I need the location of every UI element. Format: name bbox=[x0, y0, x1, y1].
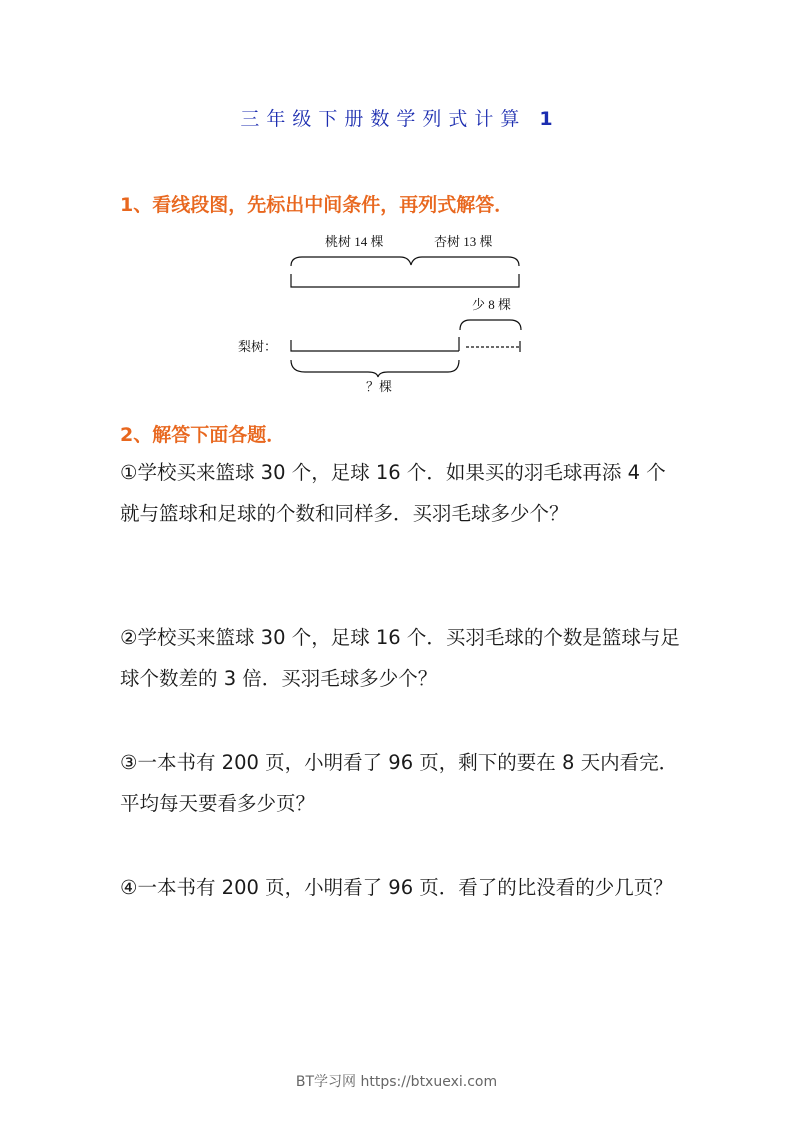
question-1: ①学校买来篮球 30 个，足球 16 个．如果买的羽毛球再添 4 个就与篮球和足球的个数和同样多．买羽毛球多少个？ bbox=[120, 461, 666, 525]
footer-watermark: BT学习网 https://btxuexi.com bbox=[295, 1074, 498, 1090]
page-title-text: 三年级下册数学列式计算 bbox=[240, 108, 527, 130]
question-3: ③一本书有 200 页，小明看了 96 页，剩下的要在 8 天内看完．平均每天要看多少页？ bbox=[120, 751, 679, 815]
label-apricot-trees: 杏树 13 棵 bbox=[434, 234, 493, 249]
question-4: ④一本书有 200 页，小明看了 96 页．看了的比没看的少几页？ bbox=[120, 876, 673, 899]
question-2: ②学校买来篮球 30 个，足球 16 个．买羽毛球的个数是篮球与足球个数差的 3 倍．买羽毛球多少个？ bbox=[120, 626, 680, 690]
label-unknown-count: ？棵 bbox=[366, 379, 393, 394]
label-pear-trees: 梨树： bbox=[238, 339, 278, 354]
label-peach-trees: 桃树 14 棵 bbox=[325, 234, 384, 249]
line-segment-diagram bbox=[230, 225, 540, 400]
section-1-heading: 1、看线段图，先标出中间条件，再列式解答． bbox=[120, 194, 514, 216]
section-2-heading: 2、解答下面各题． bbox=[120, 424, 286, 446]
page-title bbox=[0, 104, 793, 131]
label-less-8: 少 8 棵 bbox=[472, 297, 512, 312]
page-title-number: 1 bbox=[539, 108, 553, 130]
